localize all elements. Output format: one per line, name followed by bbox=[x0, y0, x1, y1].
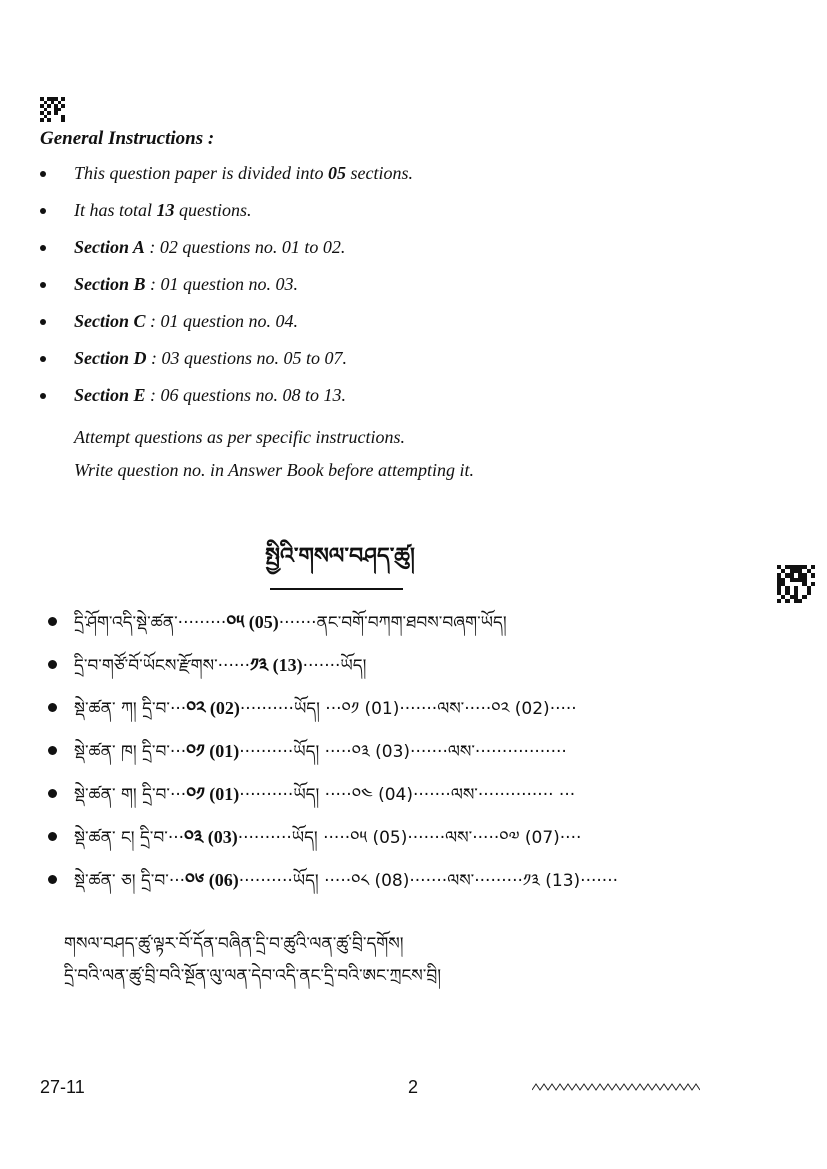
bullet-icon bbox=[40, 319, 46, 325]
instruction-note-2: Write question no. in Answer Book before attempting it. bbox=[74, 460, 474, 480]
instruction-item: It has total 13 questions. bbox=[40, 197, 413, 234]
instruction-item: Section C : 01 question no. 04. bbox=[40, 308, 413, 345]
bullet-icon bbox=[40, 208, 46, 214]
tibetan-paragraph-line-1: གསལ་བཤད་ཚུ་ལྟར་བོ་དོན་བཞིན་དྲི་བ་ཚུའི་ལན་ཚུ་བྲི་དགོས། bbox=[64, 934, 404, 954]
bullet-icon bbox=[48, 875, 57, 884]
tibetan-paragraph-line-2: དྲི་བའི་ལན་ཚུ་བྲི་བའི་སྔོན་ལུ་ལན་དེབ་འདི་ནང་དྲི་བའི་ཨང་ཀྲངས་བྲི། bbox=[64, 966, 442, 986]
qr-module bbox=[811, 599, 815, 603]
bullet-icon bbox=[48, 789, 57, 798]
general-instructions-list bbox=[40, 160, 413, 419]
tibetan-item: སྡེ་ཚན་ ག། དྲི་བ་···༠༡ (01)··········ཡོད། ·····༠༤ (04)·······ལས་·············· ··· bbox=[44, 780, 618, 823]
general-instructions-title: General Instructions : bbox=[40, 128, 215, 149]
tibetan-instructions-list bbox=[44, 608, 618, 909]
paper-code: 27-11 bbox=[40, 1077, 85, 1097]
bullet-icon bbox=[40, 356, 46, 362]
bullet-icon bbox=[40, 282, 46, 288]
tibetan-item: སྡེ་ཚན་ ཅ། དྲི་བ་···༠༦ (06)··········ཡོད། ·····༠༨ (08)·······ལས་·········༡༣ (13)······· bbox=[44, 866, 618, 909]
tibetan-item: དྲི་བ་གཙོ་བོ་ཡོངས་རྫོགས་······༡༣ (13)·······ཡོད། bbox=[44, 651, 618, 694]
wave-path bbox=[532, 1084, 700, 1090]
page-number: 2 bbox=[408, 1077, 419, 1097]
heading-underline bbox=[270, 588, 403, 590]
qr-module bbox=[61, 118, 65, 122]
bullet-icon bbox=[40, 393, 46, 399]
bullet-icon bbox=[48, 832, 57, 841]
bullet-icon bbox=[40, 245, 46, 251]
tibetan-item: དྲི་ཤོག་འདི་སྡེ་ཚན་·········༠༥ (05)·······ནང་བགོ་བཀག་ཐབས་བཞག་ཡོད། bbox=[44, 608, 618, 651]
bullet-icon bbox=[40, 171, 46, 177]
instruction-item: Section A : 02 questions no. 01 to 02. bbox=[40, 234, 413, 271]
instruction-note-1: Attempt questions as per specific instructions. bbox=[74, 427, 405, 447]
instruction-item: This question paper is divided into 05 sections. bbox=[40, 160, 413, 197]
instruction-item: Section E : 06 questions no. 08 to 13. bbox=[40, 382, 413, 419]
tibetan-item: སྡེ་ཚན་ ཀ། དྲི་བ་···༠༢ (02)··········ཡོད། ···༠༡ (01)·······ལས་·····༠༢ (02)····· bbox=[44, 694, 618, 737]
bullet-icon bbox=[48, 703, 57, 712]
bullet-icon bbox=[48, 746, 57, 755]
bullet-icon bbox=[48, 617, 57, 626]
qr-code-top bbox=[40, 97, 65, 122]
instruction-item: Section D : 03 questions no. 05 to 07. bbox=[40, 345, 413, 382]
bullet-icon bbox=[48, 660, 57, 669]
decorative-wave-line bbox=[532, 1081, 700, 1093]
tibetan-item: སྡེ་ཚན་ ང། དྲི་བ་···༠༣ (03)··········ཡོད། ·····༠༥ (05)·······ལས་·····༠༧ (07)···· bbox=[44, 823, 618, 866]
instruction-item: Section B : 01 question no. 03. bbox=[40, 271, 413, 308]
tibetan-heading: སྤྱིའི་གསལ་བཤད་ཚུ། bbox=[265, 544, 415, 569]
tibetan-paragraph bbox=[64, 928, 441, 992]
qr-code-side bbox=[777, 565, 815, 603]
tibetan-item: སྡེ་ཚན་ ཁ། དྲི་བ་···༠༡ (01)··········ཡོད། ·····༠༣ (03)·······ལས་················· bbox=[44, 737, 618, 780]
